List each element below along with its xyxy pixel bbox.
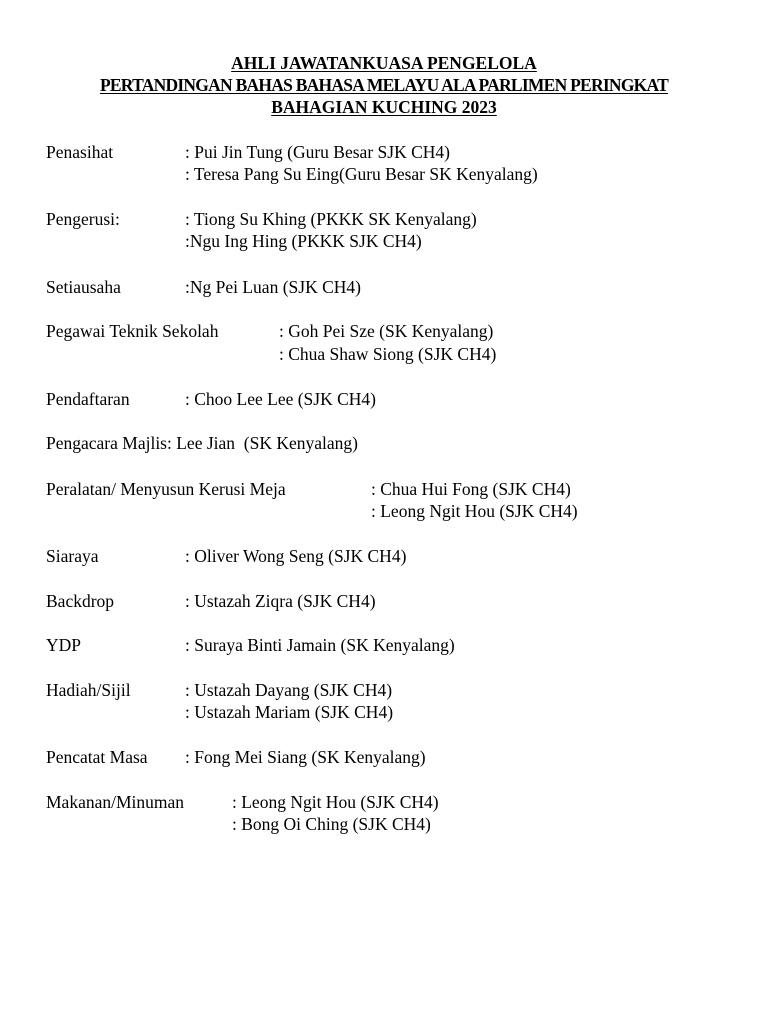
member-pencatat-1: : Fong Mei Siang (SK Kenyalang) [185, 747, 426, 767]
member-hadiah-2: : Ustazah Mariam (SJK CH4) [185, 702, 394, 722]
member-setiausaha-1: :Ng Pei Luan (SJK CH4) [185, 277, 361, 297]
member-hadiah-1: : Ustazah Dayang (SJK CH4) [185, 680, 393, 700]
member-pegawai-teknik-1: : Goh Pei Sze (SK Kenyalang) [279, 321, 494, 341]
member-ydp-1: : Suraya Binti Jamain (SK Kenyalang) [185, 635, 455, 655]
member-penasihat-1: : Pui Jin Tung (Guru Besar SJK CH4) [185, 142, 450, 162]
role-pengerusi: Pengerusi: [46, 209, 120, 229]
member-backdrop-1: : Ustazah Ziqra (SJK CH4) [185, 591, 376, 611]
document-subtitle-2: BAHAGIAN KUCHING 2023 [271, 97, 497, 117]
member-pendaftaran-1: : Choo Lee Lee (SJK CH4) [185, 389, 377, 409]
role-setiausaha: Setiausaha [46, 277, 121, 297]
role-penasihat: Penasihat [46, 142, 114, 162]
role-makanan-minuman: Makanan/Minuman [46, 792, 185, 812]
role-pengacara-majlis: Pengacara Majlis: Lee Jian (SK Kenyalang) [46, 433, 358, 453]
member-pegawai-teknik-2: : Chua Shaw Siong (SJK CH4) [279, 344, 497, 364]
member-peralatan-1: : Chua Hui Fong (SJK CH4) [371, 479, 571, 499]
member-siaraya-1: : Oliver Wong Seng (SJK CH4) [185, 546, 407, 566]
document-subtitle: PERTANDINGAN BAHAS BAHASA MELAYU ALA PARLIMEN PERINGKAT [99, 75, 669, 95]
role-ydp: YDP [46, 635, 82, 655]
member-pengerusi-1: : Tiong Su Khing (PKKK SK Kenyalang) [185, 209, 477, 229]
member-penasihat-2: : Teresa Pang Su Eing(Guru Besar SK Kenyalang) [185, 164, 538, 184]
role-pegawai-teknik: Pegawai Teknik Sekolah [46, 321, 219, 341]
member-makanan-2: : Bong Oi Ching (SJK CH4) [232, 814, 431, 834]
role-hadiah-sijil: Hadiah/Sijil [46, 680, 131, 700]
member-peralatan-2: : Leong Ngit Hou (SJK CH4) [371, 501, 578, 521]
role-pencatat-masa: Pencatat Masa [46, 747, 148, 767]
role-pendaftaran: Pendaftaran [46, 389, 130, 409]
role-siaraya: Siaraya [46, 546, 99, 566]
role-backdrop: Backdrop [46, 591, 115, 611]
document-title: AHLI JAWATANKUASA PENGELOLA [231, 53, 537, 73]
role-peralatan: Peralatan/ Menyusun Kerusi Meja [46, 479, 286, 499]
member-pengerusi-2: :Ngu Ing Hing (PKKK SJK CH4) [185, 231, 422, 251]
member-makanan-1: : Leong Ngit Hou (SJK CH4) [232, 792, 439, 812]
